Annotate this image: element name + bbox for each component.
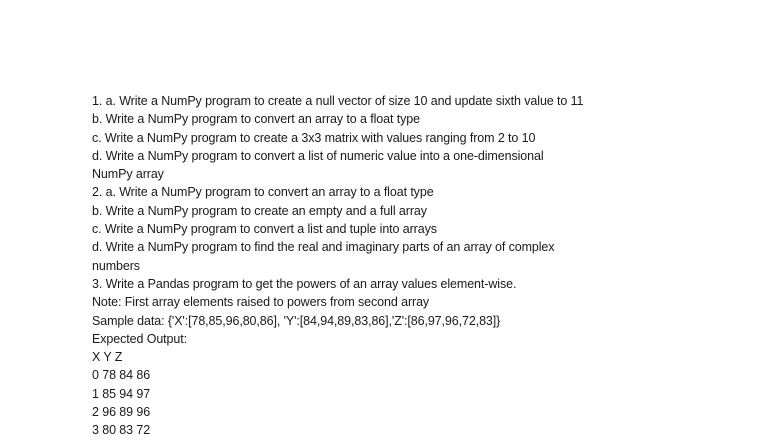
text-line: d. Write a NumPy program to convert a list of numeric value into a one-dimensional xyxy=(92,148,544,163)
text-line: X Y Z xyxy=(92,350,123,365)
text-line: Sample data: {'X':[78,85,96,80,86], 'Y':[84,94,89,83,86],'Z':[86,97,96,72,83]} xyxy=(92,313,501,328)
text-line: b. Write a NumPy program to create an empty and a full array xyxy=(92,203,427,218)
text-line: 0 78 84 86 xyxy=(92,368,151,383)
text-line: 3. Write a Pandas program to get the powers of an array values element-wise. xyxy=(92,276,517,291)
text-line: numbers xyxy=(92,258,140,273)
document-body xyxy=(92,92,772,440)
text-line: d. Write a NumPy program to find the real and imaginary parts of an array of complex xyxy=(92,240,555,255)
text-line: 1. a. Write a NumPy program to create a null vector of size 10 and update sixth value to 11 xyxy=(92,94,584,108)
text-line: Note: First array elements raised to powers from second array xyxy=(92,295,430,310)
text-line: 2 96 89 96 xyxy=(92,405,151,420)
text-line: c. Write a NumPy program to convert a list and tuple into arrays xyxy=(92,222,437,237)
text-line: 1 85 94 97 xyxy=(92,386,151,401)
text-line: c. Write a NumPy program to create a 3x3 matrix with values ranging from 2 to 10 xyxy=(92,130,536,145)
text-line: Expected Output: xyxy=(92,331,187,346)
text-line: 2. a. Write a NumPy program to convert an array to a float type xyxy=(92,185,434,200)
text-line: NumPy array xyxy=(92,167,164,182)
text-line: b. Write a NumPy program to convert an array to a float type xyxy=(92,112,420,127)
text-line: 3 80 83 72 xyxy=(92,423,151,438)
